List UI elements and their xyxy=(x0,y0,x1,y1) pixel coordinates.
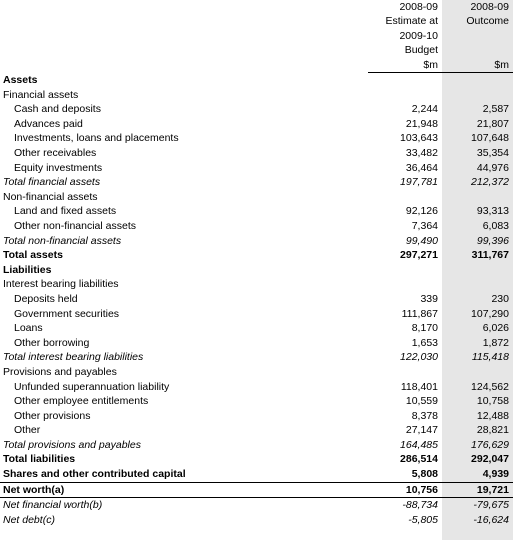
estimate-value: 7,364 xyxy=(411,219,438,232)
outcome-value: 28,821 xyxy=(476,424,509,437)
estimate-value xyxy=(368,365,442,380)
table-row xyxy=(0,467,513,482)
table-row xyxy=(0,234,513,249)
table-row xyxy=(0,307,513,322)
table-row xyxy=(0,190,513,205)
table-row xyxy=(0,380,513,395)
row-label: Unfunded superannuation liability xyxy=(14,380,170,393)
header-estimate-line-3: 2009-10 xyxy=(399,29,438,42)
header-units-row xyxy=(0,58,513,73)
table-row xyxy=(0,394,513,409)
row-label: Net financial worth(b) xyxy=(3,499,103,512)
estimate-value: 21,948 xyxy=(405,117,438,130)
estimate-value xyxy=(368,263,442,278)
table-row xyxy=(0,161,513,176)
estimate-value: 1,653 xyxy=(411,336,438,349)
row-label: Land and fixed assets xyxy=(14,205,117,218)
outcome-value: 115,418 xyxy=(471,351,509,364)
outcome-value: -16,624 xyxy=(473,513,509,526)
table-row xyxy=(0,350,513,365)
estimate-value: 118,401 xyxy=(400,380,438,393)
header-outcome-line-4 xyxy=(442,43,513,57)
outcome-value: 107,648 xyxy=(471,132,509,145)
header-outcome-units: $m xyxy=(442,58,513,73)
outcome-value xyxy=(442,88,513,103)
row-label: Total financial assets xyxy=(3,176,101,189)
outcome-value: -79,675 xyxy=(473,499,509,512)
estimate-value xyxy=(368,73,442,88)
outcome-value: 107,290 xyxy=(471,307,509,320)
row-label: Cash and deposits xyxy=(14,103,101,116)
table-row xyxy=(0,409,513,424)
row-label: Liabilities xyxy=(3,263,52,276)
header-outcome-line-1: 2008-09 xyxy=(470,1,509,13)
outcome-value xyxy=(442,263,513,278)
estimate-value: 8,170 xyxy=(411,322,438,335)
table-row xyxy=(0,438,513,453)
table-row xyxy=(0,131,513,146)
table-row xyxy=(0,88,513,103)
estimate-value: 36,464 xyxy=(405,161,438,174)
header-estimate-line-2: Estimate at xyxy=(385,15,438,28)
outcome-value: 35,354 xyxy=(476,147,509,159)
outcome-value: 4,939 xyxy=(482,468,509,481)
outcome-value: 1,872 xyxy=(482,336,509,349)
row-label: Other receivables xyxy=(14,147,97,159)
row-label: Deposits held xyxy=(14,292,78,305)
estimate-value: 197,781 xyxy=(400,176,438,189)
header-spacer xyxy=(0,43,368,57)
header-spacer xyxy=(0,0,368,14)
outcome-value: 19,721 xyxy=(442,482,513,498)
row-label: Total non-financial assets xyxy=(3,234,122,247)
row-label: Shares and other contributed capital xyxy=(3,468,186,481)
table-row xyxy=(0,482,513,498)
row-label: Other employee entitlements xyxy=(14,395,149,408)
estimate-value: 111,867 xyxy=(401,307,438,320)
row-label: Total provisions and payables xyxy=(3,438,141,451)
estimate-value: 2,244 xyxy=(411,103,438,116)
row-label: Net worth(a) xyxy=(0,482,368,498)
row-label: Other xyxy=(14,424,41,437)
estimate-value: 10,756 xyxy=(368,482,442,498)
outcome-value: 6,083 xyxy=(482,219,509,232)
table-row xyxy=(0,146,513,161)
outcome-value xyxy=(442,190,513,205)
estimate-value: 122,030 xyxy=(400,351,438,364)
estimate-value: -5,805 xyxy=(408,513,438,526)
header-row xyxy=(0,29,513,43)
header-spacer xyxy=(0,14,368,28)
row-label: Total interest bearing liabilities xyxy=(3,351,144,364)
outcome-value: 176,629 xyxy=(471,438,509,451)
estimate-value: 33,482 xyxy=(405,147,438,159)
row-label: Government securities xyxy=(14,307,120,320)
row-label: Total liabilities xyxy=(3,453,76,466)
estimate-value: 10,559 xyxy=(405,395,438,408)
header-spacer xyxy=(0,58,368,73)
outcome-value: 2,587 xyxy=(482,103,509,116)
row-label: Interest bearing liabilities xyxy=(3,278,119,291)
table-row xyxy=(0,277,513,292)
row-label: Other borrowing xyxy=(14,336,90,349)
header-estimate-line-4: Budget xyxy=(404,44,438,57)
outcome-value xyxy=(442,277,513,292)
header-spacer xyxy=(0,29,368,43)
estimate-value: 5,808 xyxy=(411,468,438,481)
header-outcome-line-2: Outcome xyxy=(466,15,509,28)
estimate-value: -88,734 xyxy=(402,499,438,512)
estimate-value: 8,378 xyxy=(411,409,438,422)
outcome-value: 21,807 xyxy=(476,117,509,130)
row-label: Assets xyxy=(3,74,38,87)
table-row xyxy=(0,102,513,117)
estimate-value xyxy=(368,190,442,205)
outcome-value: 230 xyxy=(491,292,509,305)
row-label: Loans xyxy=(14,322,43,335)
row-label: Non-financial assets xyxy=(3,190,98,203)
outcome-value xyxy=(442,365,513,380)
outcome-value: 12,488 xyxy=(476,409,509,422)
outcome-value: 292,047 xyxy=(471,453,509,466)
row-label: Other non-financial assets xyxy=(14,219,136,232)
estimate-value: 164,485 xyxy=(400,438,438,451)
outcome-value: 124,562 xyxy=(471,380,509,393)
header-row xyxy=(0,14,513,28)
table-row xyxy=(0,452,513,467)
outcome-value: 93,313 xyxy=(476,205,509,218)
row-label: Other provisions xyxy=(14,409,91,422)
outcome-value: 44,976 xyxy=(476,161,509,174)
outcome-value: 99,396 xyxy=(476,234,509,247)
table-row xyxy=(0,73,513,88)
table-row xyxy=(0,117,513,132)
table-row xyxy=(0,498,513,513)
estimate-value: 99,490 xyxy=(405,234,438,247)
header-outcome-line-3 xyxy=(442,29,513,43)
estimate-value xyxy=(368,277,442,292)
outcome-value: 10,758 xyxy=(476,395,509,408)
row-label: Net debt(c) xyxy=(3,513,55,526)
row-label: Advances paid xyxy=(14,117,83,130)
header-estimate-line-1: 2008-09 xyxy=(399,1,438,13)
table-row xyxy=(0,365,513,380)
estimate-value: 339 xyxy=(420,292,438,305)
estimate-value: 103,643 xyxy=(400,132,438,145)
table-row xyxy=(0,219,513,234)
row-label: Total assets xyxy=(3,249,63,262)
row-label: Financial assets xyxy=(3,88,79,101)
table-row xyxy=(0,175,513,190)
table-row xyxy=(0,263,513,278)
table-row xyxy=(0,292,513,307)
header-row xyxy=(0,43,513,57)
outcome-value xyxy=(442,73,513,88)
estimate-value: 27,147 xyxy=(405,424,438,437)
table-row xyxy=(0,321,513,336)
outcome-value: 6,026 xyxy=(482,322,509,335)
row-label: Equity investments xyxy=(14,161,103,174)
table-row xyxy=(0,336,513,351)
row-label: Provisions and payables xyxy=(3,365,117,378)
estimate-value xyxy=(368,88,442,103)
table-row xyxy=(0,423,513,438)
outcome-value: 311,767 xyxy=(471,249,509,262)
table-row xyxy=(0,248,513,263)
table-row xyxy=(0,204,513,219)
estimate-value: 92,126 xyxy=(405,205,438,218)
header-estimate-units: $m xyxy=(368,58,442,73)
estimate-value: 286,514 xyxy=(400,453,438,466)
table-row xyxy=(0,513,513,528)
estimate-value: 297,271 xyxy=(400,249,438,262)
header-row xyxy=(0,0,513,14)
row-label: Investments, loans and placements xyxy=(14,132,179,145)
outcome-value: 212,372 xyxy=(471,176,509,189)
